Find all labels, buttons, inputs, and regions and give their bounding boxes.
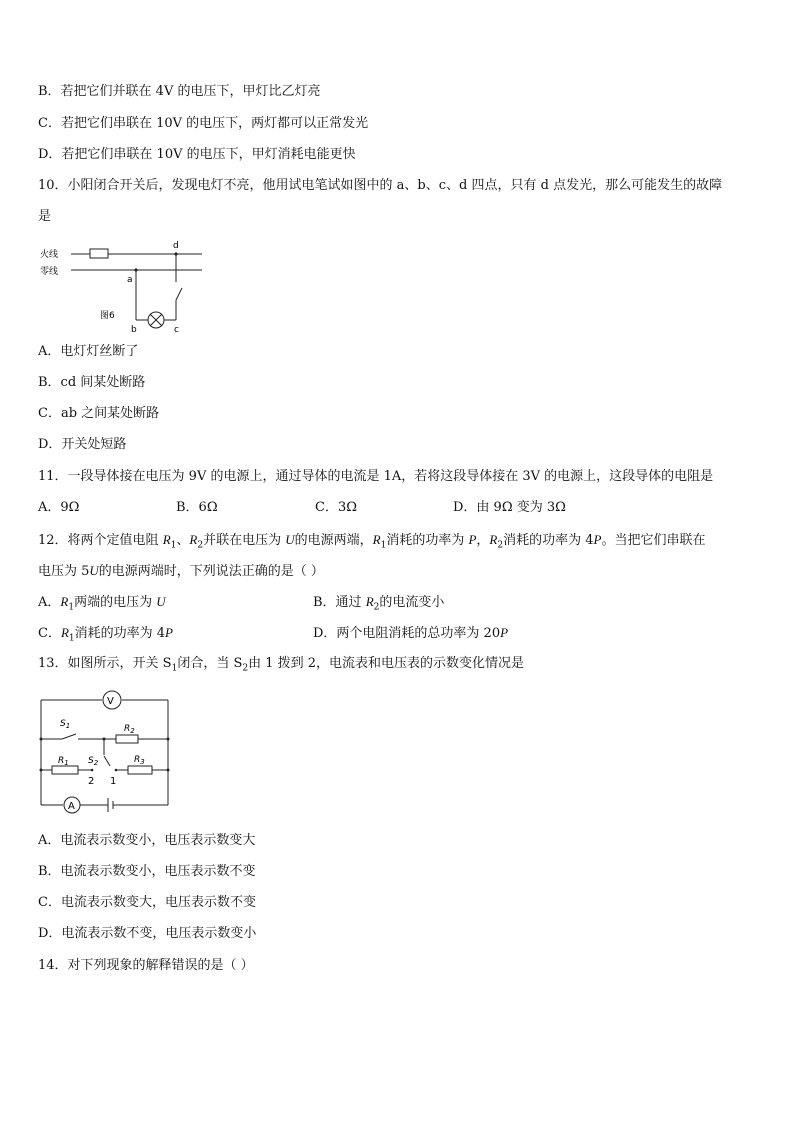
q13-option-c: C．电流表示数变大，电压表示数不变 [38,895,256,910]
q10-circuit-figure [38,238,208,334]
q14-stem: 14．对下列现象的解释错误的是（ ） [38,958,254,973]
q10-option-a: A．电灯灯丝断了 [38,344,139,359]
r2-label: $R_2$ [124,724,135,735]
q11-stem: 11．一段导体接在电压为 9V 的电源上，通过导体的电流是 1A，若将这段导体接在 3V 的电源上，这段导体的电阻是 [38,469,714,484]
q12-option-a: A．$R_1$两端的电压为 U [38,594,166,613]
q10-option-d: D．开关处短路 [38,437,127,452]
r3-label: $R_3$ [134,755,145,766]
q13-option-d: D．电流表示数不变，电压表示数变小 [38,926,257,941]
point-b-label: b [131,325,137,334]
q10-stem-line1: 10．小阳闭合开关后，发现电灯不亮，他用试电笔试如图中的 a、b、c、d 四点，只有 d 点发光，那么可能发生的故障 [38,178,723,193]
switch-position-1: 1 [110,776,117,787]
q13-option-b: B．电流表示数变小，电压表示数不变 [38,864,256,879]
point-c-label: c [174,325,179,334]
ammeter-symbol: A [68,801,75,812]
neutral-wire-label: 零线 [40,267,59,277]
q9-option-b: B．若把它们并联在 4V 的电压下，甲灯比乙灯亮 [38,84,321,99]
figure-number: 图6 [100,311,115,321]
q12-option-d: D．两个电阻消耗的总功率为 20P [313,625,509,641]
live-wire-label: 火线 [40,250,59,260]
q11-option-b: B．6Ω [176,500,218,515]
q12-stem-line2: 电压为 5U的电源两端时，下列说法正确的是（ ） [38,563,324,579]
q12-stem-line1: 12．将两个定值电阻 $R_1$、$R_2$并联在电压为 U的电源两端，$R_1$消耗的功率为 P，$R_2$消耗的功率为 4P。当把它们串联在 [38,532,706,551]
q11-option-a: A．9Ω [38,500,80,515]
q9-option-d: D．若把它们串联在 10V 的电压下，甲灯消耗电能更快 [38,147,356,162]
q13-circuit-figure [38,688,172,814]
q9-option-c: C．若把它们串联在 10V 的电压下，两灯都可以正常发光 [38,116,369,131]
q12-option-c: C．$R_1$消耗的功率为 4P [38,625,173,644]
q11-option-d: D．由 9Ω 变为 3Ω [453,500,566,515]
s1-label: $S_1$ [60,719,71,730]
switch-position-2: 2 [88,776,95,787]
voltmeter-symbol: V [107,696,114,707]
s2-label: $S_2$ [88,756,99,767]
point-d-label: d [173,241,179,251]
q12-option-b: B．通过 $R_2$的电流变小 [313,594,445,613]
r1-label: $R_1$ [58,756,69,767]
q10-stem-line2: 是 [38,209,52,224]
q13-stem: 13．如图所示，开关 $S_1$闭合，当 $S_2$由 1 拨到 2，电流表和电压表的示数变化情况是 [38,656,525,674]
point-a-label: a [127,275,133,285]
q10-option-b: B．cd 间某处断路 [38,375,146,390]
q11-option-c: C．3Ω [315,500,357,515]
q10-option-c: C．ab 之间某处断路 [38,406,160,421]
q13-option-a: A．电流表示数变小，电压表示数变大 [38,833,256,848]
